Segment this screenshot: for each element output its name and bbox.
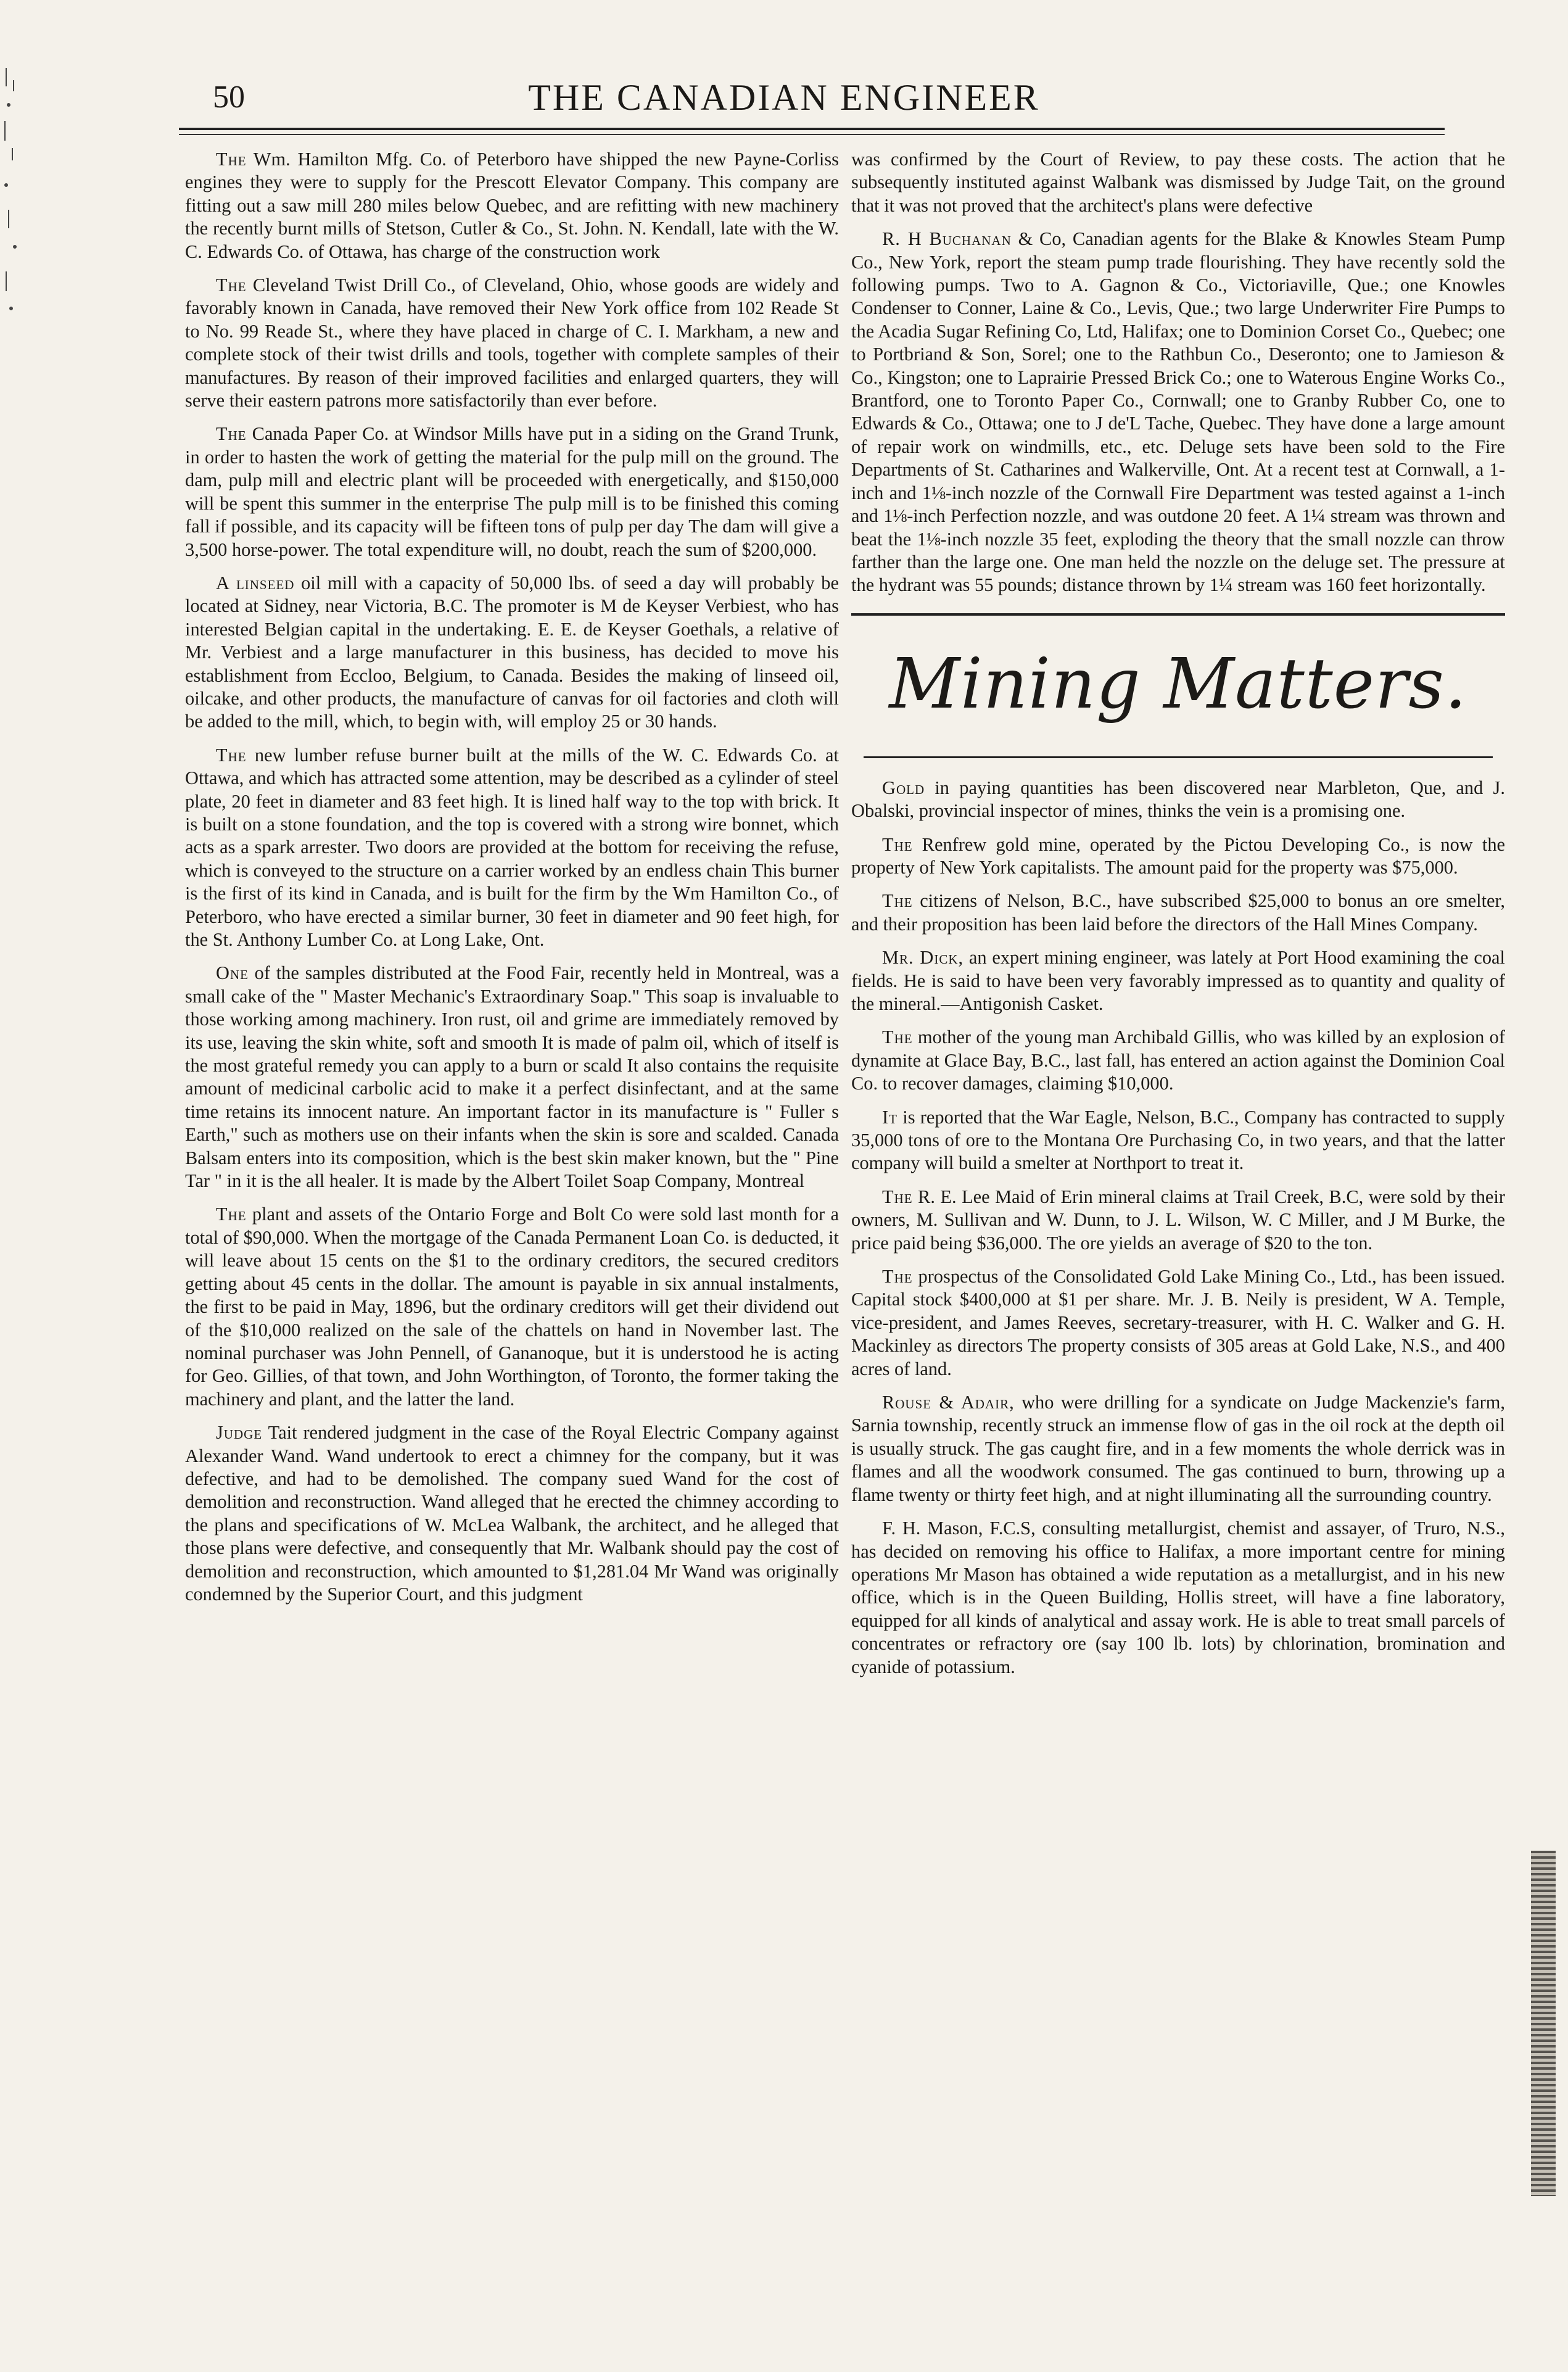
header-rule-thin: [179, 134, 1445, 135]
news-item: [185, 423, 839, 561]
item-text: Canada Paper Co. at Windsor Mills have put in a siding on the Grand Trunk, in order to hasten the work of getting the material for the pulp mill on the ground. The dam, pulp mill and electric plant will be proceeded with energetically, and $150,000 will be spent this summer in the enterprise The pulp mill is to be finished this coming fall if possible, and its capacity will be fifteen tons of pulp per day The dam will give a 3,500 horse-power. The total expenditure will, no doubt, reach the sum of $200,000.: [185, 423, 839, 560]
item-text: mother of the young man Archibald Gillis, who was killed by an explosion of dynamite at Glace Bay, B.C., last fall, has entered an action against the Dominion Coal Co. to recover damages, claiming $10,000.: [851, 1027, 1505, 1094]
news-item: [185, 274, 839, 412]
item-lead: The: [882, 1266, 913, 1287]
item-lead: Gold: [882, 777, 925, 798]
news-item: [851, 228, 1505, 597]
scan-edge-artifact: [1531, 1851, 1556, 2196]
news-item: [185, 962, 839, 1192]
item-text: of the samples distributed at the Food Fair, recently held in Montreal, was a small cake of the " Master Mechanic's Extraordinary Soap." This soap is invaluable to those working among machinery. Iron rust, oil and grime are immediately removed by its use, leaving the skin white, soft and smooth It is made of palm oil, which of itself is the most grateful remedy you can apply to a burn or scald It also contains the requisite amount of medicinal carbolic acid to make it a perfect disinfectant, and at the same time retains its innocent nature. An important factor in its manufacture is " Fuller s Earth," such as mothers use on their infants when the skin is sore and scalded. Canada Balsam enters into its composition, which is the best skin maker known, but the " Pine Tar " in it is the all healer. It is made by the Albert Toilet Soap Company, Montreal: [185, 962, 839, 1192]
item-lead: The: [216, 275, 247, 296]
item-lead: Mr. Dick,: [882, 947, 964, 969]
item-lead: The: [882, 1027, 913, 1048]
item-text: prospectus of the Consolidated Gold Lake Mining Co., Ltd., has been issued. Capital stock $400,000 at $1 per share. Mr. J. B. Neily is president, W A. Temple, vice-president, and James Reeves, secretary-treasurer, with H. C. Walker and G. H. Mackinley as directors The property consists of 305 areas at Gold Lake, N.S., and 400 acres of land.: [851, 1266, 1505, 1379]
item-text: oil mill with a capacity of 50,000 lbs. of seed a day will probably be located at Sidney, near Victoria, B.C. The promoter is M de Keyser Verbiest, who has interested Belgian capital in the undertaking. E. E. de Keyser Goethals, a relative of Mr. Verbiest and a large manufacturer in this business, has decided to move his establishment from Eccloo, Belgium, to Canada. Besides the making of linseed oil, oilcake, and other products, the manufacture of canvas for oil factories and cloth will be added to the mill, which, to begin with, will employ 25 or 30 hands.: [185, 572, 839, 732]
section-divider: [851, 613, 1505, 616]
news-item: [851, 148, 1505, 217]
news-item: [851, 890, 1505, 936]
item-lead: The: [882, 833, 913, 855]
item-text: Renfrew gold mine, operated by the Pictou Developing Co., is now the property of New York capitalists. The amount paid for the property was $75,000.: [851, 833, 1505, 878]
item-text: in paying quantities has been discovered near Marbleton, Que, and J. Obalski, provincial inspector of mines, thinks the vein is a promising one.: [851, 777, 1505, 822]
item-text: R. E. Lee Maid of Erin mineral claims at Trail Creek, B.C, were sold by their owners, M. Sullivan and W. Dunn, to J. L. Wilson, W. C Miller, and J M Burke, the price paid being $36,000. The ore yields an average of $20 to the ton.: [851, 1186, 1505, 1254]
item-lead: R. H Buchanan: [882, 228, 1012, 250]
news-item: [851, 1106, 1505, 1175]
news-item: [851, 777, 1505, 823]
news-item: [851, 946, 1505, 1015]
item-text: who were drilling for a syndicate on Judge Mackenzie's farm, Sarnia township, recently struck an immense flow of gas in the oil rock at the depth oil is usually struck. The gas caught fire, and in a few moments the whole derrick was in flames and all the woodwork consumed. The gas continued to burn, throwing up a flame twenty or thirty feet high, and at night illuminating all the surrounding country.: [851, 1392, 1505, 1505]
news-item: [185, 1203, 839, 1411]
news-item: [851, 1265, 1505, 1381]
news-item: [851, 833, 1505, 880]
item-text: was confirmed by the Court of Review, to pay these costs. The action that he subsequently instituted against Walbank was dismissed by Judge Tait, on the ground that it was not proved that the architect's plans were defective: [851, 149, 1505, 216]
item-text: Wm. Hamilton Mfg. Co. of Peterboro have shipped the new Payne-Corliss engines they were to supply for the Prescott Elevator Company. This company are fitting out a saw mill 280 miles below Quebec, and are refitting with new machinery the recently burnt mills of Stetson, Cutler & Co., St. John. N. Kendall, late with the W. C. Edwards Co. of Ottawa, has charge of the construction work: [185, 149, 839, 262]
news-item: [185, 572, 839, 734]
item-lead: A linseed: [216, 572, 295, 593]
item-text: plant and assets of the Ontario Forge and Bolt Co were sold last month for a total of $90,000. When the mortgage of the Canada Permanent Loan Co. is deducted, it will leave about 15 cents on the $1 to the ordinary creditors, the secured creditors getting about 45 cents in the dollar. The amount is payable in six annual instalments, the first to be paid in May, 1896, but the ordinary creditors will get their dividend out of the $10,000 realized on the sale of the chattels on hand in November last. The nominal purchaser was John Pennell, of Gananoque, but it is understood he is acting for Geo. Gillies, of that town, and John Worthington, of Toronto, the former taking the machinery and plant, and the latter the land.: [185, 1204, 839, 1410]
item-text: an expert mining engineer, was lately at Port Hood examining the coal fields. He is said to have been very favorably impressed as to quantity and quality of the mineral.—Antigonish Casket.: [851, 947, 1505, 1014]
section-heading-rule: [864, 756, 1493, 758]
item-text: F. H. Mason, F.C.S, consulting metallurgist, chemist and assayer, of Truro, N.S., has decided on removing his office to Halifax, a more important centre for mining operations Mr Mason has obtained a wide reputation as a metallurgist, and in his new office, which is in the Queen Building, Hollis street, will have a fine laboratory, equipped for all kinds of analytical and assay work. He is able to treat small parcels of concentrates or refractory ore (say 100 lb. lots) by chlorination, bromination and cyanide of potassium.: [851, 1518, 1505, 1677]
item-lead: Judge: [216, 1422, 263, 1444]
news-item: [185, 1421, 839, 1606]
page-number: 50: [213, 80, 245, 115]
item-text: Cleveland Twist Drill Co., of Cleveland, Ohio, whose goods are widely and favorably known in Canada, have removed their New York office from 102 Reade St to No. 99 Reade St., where they have placed in charge of C. I. Markham, a new and complete stock of their twist drills and tools, together with complete samples of their manufactures. By reason of their improved facilities and enlarged quarters, they will serve their eastern patrons more satisfactorily than ever before.: [185, 275, 839, 411]
item-lead: One: [216, 962, 249, 984]
item-text: Tait rendered judgment in the case of the Royal Electric Company against Alexander Wand. Wand undertook to erect a chimney for the company, but it was defective, and had to be demolished. The company sued Wand for the cost of demolition and reconstruction. Wand alleged that he erected the chimney according to the plans and specifications of W. McLea Walbank, the architect, and he alleged that those plans were defective, and consequently that Mr. Walbank should pay the cost of demolition and reconstruction, which amounted to $1,281.04 Mr Wand was originally condemned by the Superior Court, and this judgment: [185, 1422, 839, 1605]
news-item: [185, 148, 839, 263]
item-text: & Co, Canadian agents for the Blake & Knowles Steam Pump Co., New York, report the steam pump trade flourishing. They have recently sold the following pumps. Two to A. Gagnon & Co., Victoriaville, Que.; one Knowles Condenser to Conner, Laine & Co., Levis, Que.; two large Underwriter Fire Pumps to the Acadia Sugar Refining Co, Ltd, Halifax; one to Dominion Corset Co., Quebec; one to Portbriand & Son, Sorel; one to the Rathbun Co., Deseronto; one to Jamieson & Co., Kingston; one to Laprairie Pressed Brick Co.; one to Waterous Engine Works Co., Brantford, one to Toronto Paper Co., Cornwall; one to Granby Rubber Co, one to Edwards & Co., Ottawa; one to J de'L Tache, Quebec. They have done a large amount of repair work on windmills, etc., etc. Deluge sets have been sold to the Fire Departments of St. Catharines and Walkerville, Ont. At a recent test at Cornwall, a 1-inch and 1⅛-inch nozzle of the Cornwall Fire Department was tested against a 1-inch and 1⅛-inch Perfection nozzle, and was outdone 20 feet. A 1¼ stream was thrown and beat the 1⅛-inch nozzle 35 feet, exploding the theory that the small nozzle can throw farther than the large one. One man held the nozzle on the deluge set. The pressure at the hydrant was 55 pounds; distance thrown by 1¼ stream was 160 feet horizontally.: [851, 228, 1505, 596]
item-lead: Rouse & Adair,: [882, 1392, 1015, 1413]
item-lead: The: [216, 1204, 247, 1225]
item-text: citizens of Nelson, B.C., have subscribed $25,000 to bonus an ore smelter, and their proposition has been laid before the directors of the Hall Mines Company.: [851, 890, 1505, 935]
journal-title: THE CANADIAN ENGINEER: [528, 77, 1040, 118]
right-column: [851, 148, 1505, 1689]
item-lead: The: [216, 149, 247, 170]
item-lead: The: [882, 890, 913, 912]
left-column: [185, 148, 839, 1616]
item-lead: The: [882, 1186, 913, 1207]
item-lead: It: [882, 1106, 897, 1128]
news-item: [851, 1186, 1505, 1255]
news-item: [851, 1026, 1505, 1095]
item-text: new lumber refuse burner built at the mills of the W. C. Edwards Co. at Ottawa, and which has attracted some attention, may be described as a cylinder of steel plate, 20 feet in diameter and 83 feet high. It is lined half way to the top with brick. It is built on a stone foundation, and the top is covered with a strong wire bonnet, which acts as a spark arrester. Two doors are provided at the bottom for receiving the refuse, which is conveyed to the structure on a carrier worked by an endless chain This burner is the first of its kind in Canada, and is built for the firm by the Wm Hamilton Co., of Peterboro, who have erected a similar burner, 30 feet in diameter and 90 feet high, for the St. Anthony Lumber Co. at Long Lake, Ont.: [185, 744, 839, 950]
section-heading-mining-matters: Mining Matters.: [889, 643, 1467, 724]
news-item: [851, 1391, 1505, 1506]
news-item: [851, 1517, 1505, 1679]
item-text: is reported that the War Eagle, Nelson, B.C., Company has contracted to supply 35,000 tons of ore to the Montana Ore Purchasing Co, in two years, and that the latter company will build a smelter at Northport to treat it.: [851, 1106, 1505, 1174]
header-rule: [179, 128, 1445, 130]
item-lead: The: [216, 423, 247, 445]
news-item: [185, 744, 839, 952]
item-lead: The: [216, 744, 247, 766]
